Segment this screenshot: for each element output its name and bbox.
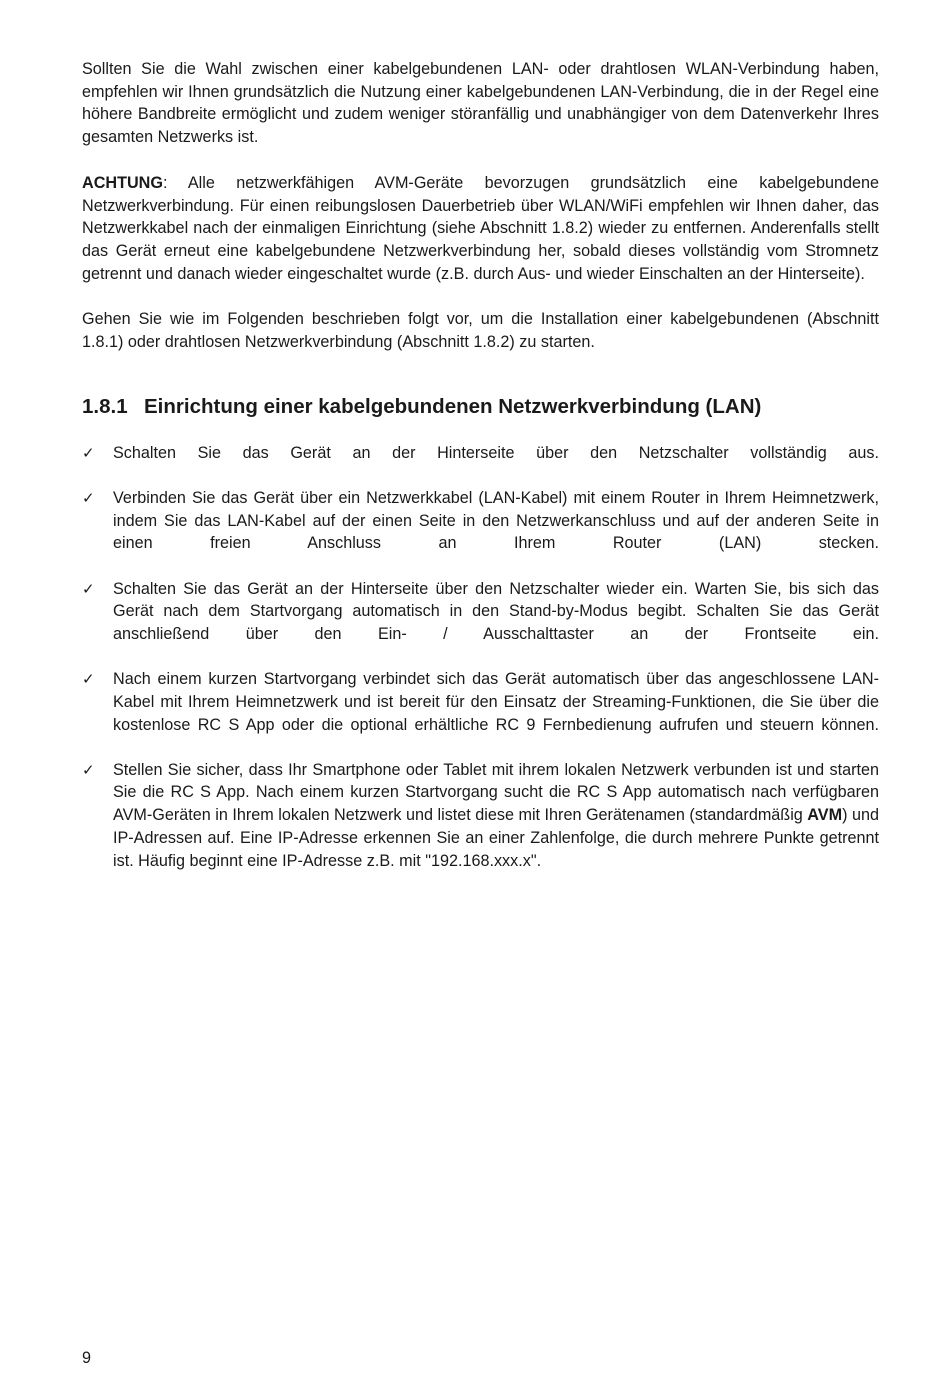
list-item-text: Schalten Sie das Gerät an der Hinterseite über den Netzschalter wieder ein. Warten Sie, bis sich das Gerät nach dem Startvorgang automatisch in den Stand-by-Modus begibt. Schalten Sie das Gerät anschließend über den Ein- / Ausschalttaster an der Frontseite ein.	[113, 579, 879, 643]
list-item-text-part: ) und IP-Adressen auf. Eine IP-Adresse erkennen Sie an einer Zahlenfolge, die durch mehrere Punkte getrennt ist. Häufig beginnt eine IP-Adresse z.B. mit "192.168.xxx.x".	[113, 806, 879, 870]
checkmark-icon: ✓	[82, 760, 95, 779]
warning-text: : Alle netzwerkfähigen AVM-Geräte bevorzugen grundsätzlich eine kabelgebundene Netzwerkverbindung. Für einen reibungslosen Dauerbetrieb über WLAN/WiFi empfehlen wir Ihnen daher, das Netzwerkkabel nach der einmaligen Einrichtung (siehe Abschnitt 1.8.2) wieder zu entfernen. Anderenfalls stellt das Gerät erneut eine kabelgebundene Netzwerkverbindung her, sobald dieses vollständig vom Stromnetz getrennt und danach wieder eingeschaltet wurde (z.B. durch Aus- und wieder Einschalten an der Hinterseite).	[82, 173, 879, 283]
list-item	[82, 668, 879, 736]
page-number: 9	[82, 1349, 92, 1367]
list-item	[82, 578, 879, 646]
checkmark-icon: ✓	[82, 579, 95, 598]
warning-paragraph	[82, 172, 879, 286]
warning-label: ACHTUNG	[82, 173, 163, 192]
checkmark-icon: ✓	[82, 443, 95, 462]
list-item-text: Verbinden Sie das Gerät über ein Netzwerkkabel (LAN-Kabel) mit einem Router in Ihrem Heimnetzwerk, indem Sie das LAN-Kabel auf der einen Seite in den Netzwerkanschluss und auf der anderen Seite in einen freien Anschluss an Ihrem Router (LAN) stecken.	[113, 488, 879, 553]
section-number: 1.8.1	[82, 394, 128, 418]
list-item-text: Nach einem kurzen Startvorgang verbindet sich das Gerät automatisch über das angeschlossene LAN-Kabel mit Ihrem Heimnetzwerk und ist bereit für den Einsatz der Streaming-Funktionen, die Sie über die kostenlose RC S App oder die optional erhältliche RC 9 Fernbedienung aufrufen und steuern können.	[113, 670, 879, 734]
checkmark-icon: ✓	[82, 488, 95, 507]
list-item	[82, 759, 879, 873]
list-item	[82, 487, 879, 555]
list-item-text-part: Stellen Sie sicher, dass Ihr Smartphone oder Tablet mit ihrem lokalen Netzwerk verbunden ist und starten Sie die RC S App. Nach einem kurzen Startvorgang sucht die RC S App automatisch nach verfügbaren AVM-Geräten in Ihrem lokalen Netzwerk und listet diese mit Ihren Gerätenamen (standardmäßig	[113, 760, 879, 825]
list-item-text	[113, 759, 879, 873]
checkmark-icon: ✓	[82, 670, 95, 689]
instruction-paragraph: Gehen Sie wie im Folgenden beschrieben folgt vor, um die Installation einer kabelgebundenen (Abschnitt 1.8.1) oder drahtlosen Netzwerkverbindung (Abschnitt 1.8.2) zu starten.	[82, 310, 879, 352]
default-device-name: AVM	[807, 806, 843, 825]
list-item	[82, 442, 879, 465]
section-title: Einrichtung einer kabelgebundenen Netzwerkverbindung (LAN)	[144, 394, 762, 418]
section-heading	[82, 394, 879, 420]
document-body	[82, 58, 879, 895]
intro-paragraph: Sollten Sie die Wahl zwischen einer kabelgebundenen LAN- oder drahtlosen WLAN-Verbindung haben, empfehlen wir Ihnen grundsätzlich die Nutzung einer kabelgebundenen LAN-Verbindung, die in der Regel eine höhere Bandbreite ermöglicht und zudem weniger störanfällig und unabhängiger von dem Datenverkehr Ihres gesamten Netzwerks ist.	[82, 60, 879, 147]
list-item-text: Schalten Sie das Gerät an der Hinterseite über den Netzschalter vollständig aus.	[113, 443, 879, 462]
